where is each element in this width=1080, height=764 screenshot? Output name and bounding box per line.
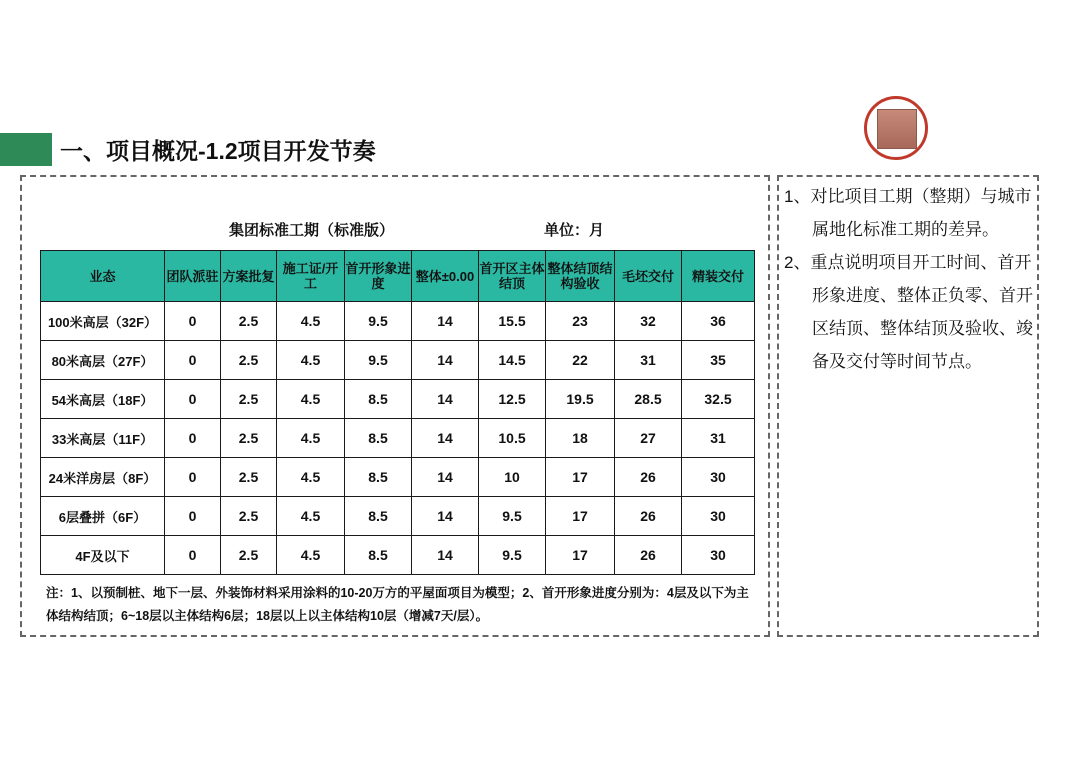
table-cell: 22 [546,341,615,380]
table-cell: 14 [412,497,479,536]
table-cell: 14.5 [479,341,546,380]
header-cell: 团队派驻 [165,251,221,302]
table-cell: 2.5 [221,458,277,497]
row-label-cell: 6层叠拼（6F） [41,497,165,536]
table-cell: 10.5 [479,419,546,458]
table-cell: 4.5 [277,341,345,380]
table-cell: 4.5 [277,419,345,458]
table-cell: 4.5 [277,302,345,341]
table-cell: 2.5 [221,497,277,536]
table-cell: 28.5 [615,380,682,419]
header-cell: 整体±0.00 [412,251,479,302]
table-cell: 2.5 [221,341,277,380]
table-row [41,341,755,380]
table-footnote: 注：1、以预制桩、地下一层、外装饰材料采用涂料的10-20万方的平屋面项目为模型；2、首开形象进度分别为：4层及以下为主体结构结顶；6~18层以主体结构6层；18层以上以主体结构10层（增减7天/层）。 [46,586,749,623]
table-cell: 8.5 [345,380,412,419]
table-row [41,458,755,497]
table-row [41,536,755,575]
table-cell: 26 [615,536,682,575]
row-label-cell: 80米高层（27F） [41,341,165,380]
header-cell: 施工证/开工 [277,251,345,302]
table-cell: 27 [615,419,682,458]
slide-title: 一、项目概况-1.2项目开发节奏 [60,138,376,164]
table-cell: 18 [546,419,615,458]
table-cell: 31 [682,419,755,458]
table-cell: 14 [412,536,479,575]
table-header-row [41,251,755,302]
table-cell: 4.5 [277,536,345,575]
table-cell: 0 [165,497,221,536]
table-row [41,497,755,536]
table-cell: 0 [165,302,221,341]
row-label-cell: 54米高层（18F） [41,380,165,419]
table-cell: 14 [412,419,479,458]
table-cell: 8.5 [345,536,412,575]
header-cell: 整体结顶结构验收 [546,251,615,302]
table-cell: 9.5 [345,302,412,341]
table-cell: 9.5 [345,341,412,380]
header-cell: 首开形象进度 [345,251,412,302]
table-cell: 2.5 [221,380,277,419]
table-unit: 单位：月 [544,222,605,239]
row-label-cell: 4F及以下 [41,536,165,575]
table-row [41,380,755,419]
side-note-item: 1、对比项目工期（整期）与城市属地化标准工期的差异。 [784,187,1032,239]
logo-emblem-icon [877,109,917,149]
table-cell: 14 [412,302,479,341]
table-cell: 17 [546,497,615,536]
table-cell: 17 [546,536,615,575]
table-cell: 32 [615,302,682,341]
company-logo [864,96,928,160]
table-cell: 35 [682,341,755,380]
table-cell: 30 [682,458,755,497]
table-cell: 30 [682,536,755,575]
table-cell: 31 [615,341,682,380]
table-cell: 32.5 [682,380,755,419]
header-cell: 精装交付 [682,251,755,302]
table-cell: 0 [165,536,221,575]
table-cell: 15.5 [479,302,546,341]
table-cell: 14 [412,380,479,419]
table-caption: 集团标准工期（标准版） [229,222,395,239]
table-cell: 12.5 [479,380,546,419]
table-cell: 30 [682,497,755,536]
table-cell: 8.5 [345,419,412,458]
table-cell: 4.5 [277,458,345,497]
table-cell: 4.5 [277,380,345,419]
table-cell: 0 [165,380,221,419]
table-row [41,419,755,458]
table-cell: 23 [546,302,615,341]
table-cell: 0 [165,341,221,380]
row-label-cell: 33米高层（11F） [41,419,165,458]
side-notes-list [784,180,1036,378]
side-note-item: 2、重点说明项目开工时间、首开形象进度、整体正负零、首开区结顶、整体结顶及验收、竣备及交付等时间节点。 [784,253,1033,371]
table-cell: 8.5 [345,458,412,497]
header-cell: 毛坯交付 [615,251,682,302]
row-label-cell: 100米高层（32F） [41,302,165,341]
row-label-cell: 24米洋房层（8F） [41,458,165,497]
header-cell: 首开区主体结顶 [479,251,546,302]
header-cell: 方案批复 [221,251,277,302]
table-cell: 19.5 [546,380,615,419]
header-cell: 业态 [41,251,165,302]
table-cell: 36 [682,302,755,341]
table-cell: 2.5 [221,302,277,341]
table-cell: 10 [479,458,546,497]
table-cell: 0 [165,419,221,458]
table-cell: 9.5 [479,536,546,575]
table-cell: 9.5 [479,497,546,536]
table-cell: 26 [615,497,682,536]
table-cell: 26 [615,458,682,497]
table-cell: 14 [412,341,479,380]
title-accent-bar [0,133,52,166]
table-cell: 2.5 [221,536,277,575]
table-row [41,302,755,341]
table-cell: 2.5 [221,419,277,458]
table-cell: 17 [546,458,615,497]
table-cell: 14 [412,458,479,497]
table-cell: 4.5 [277,497,345,536]
table-cell: 0 [165,458,221,497]
table-cell: 8.5 [345,497,412,536]
standard-schedule-table [40,250,755,575]
